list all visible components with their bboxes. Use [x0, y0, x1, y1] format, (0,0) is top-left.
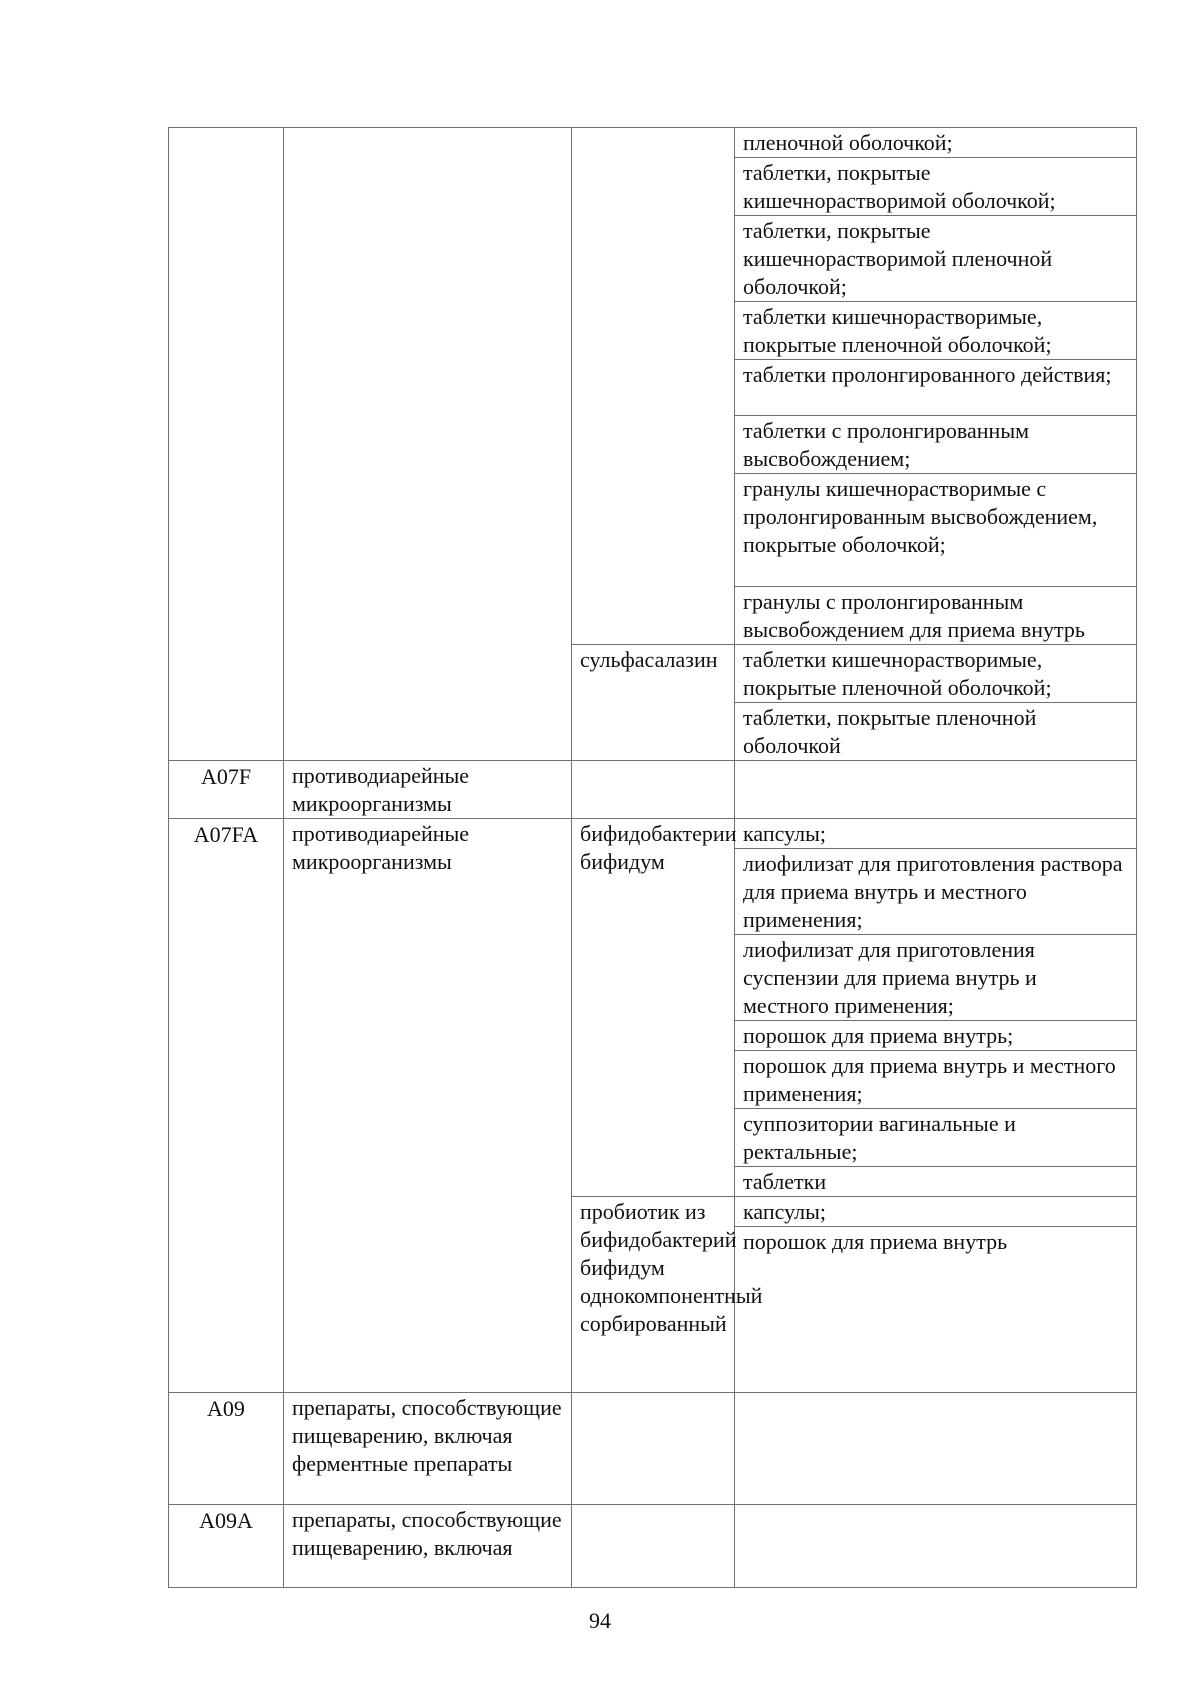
- cell-form: порошок для приема внутрь и местного применения;: [735, 1051, 1137, 1109]
- cell-drug: [572, 1393, 735, 1505]
- cell-group: [284, 128, 572, 761]
- cell-form: таблетки кишечнорастворимые, покрытые пленочной оболочкой;: [735, 302, 1137, 360]
- cell-code: A09: [169, 1393, 284, 1505]
- cell-code: [169, 128, 284, 761]
- cell-code: A07FA: [169, 819, 284, 1393]
- cell-drug: [572, 761, 735, 819]
- cell-form: [735, 1505, 1137, 1588]
- cell-drug: сульфасалазин: [572, 645, 735, 761]
- cell-form: лиофилизат для приготовления суспензии для приема внутрь и местного применения;: [735, 935, 1137, 1021]
- cell-drug: пробиотик из бифидобактерий бифидум однокомпонентный сорбированный: [572, 1197, 735, 1393]
- cell-form: капсулы;: [735, 819, 1137, 849]
- cell-group: противодиарейные микроорганизмы: [284, 819, 572, 1393]
- drug-table: [168, 127, 1137, 1588]
- cell-form: порошок для приема внутрь: [735, 1227, 1137, 1393]
- cell-form: таблетки, покрытые пленочной оболочкой: [735, 703, 1137, 761]
- table-row: [169, 819, 1137, 849]
- cell-form: таблетки, покрытые кишечнорастворимой оболочкой;: [735, 158, 1137, 216]
- cell-form: гранулы кишечнорастворимые с пролонгированным высвобождением, покрытые оболочкой;: [735, 474, 1137, 587]
- cell-drug: [572, 128, 735, 645]
- page-number: 94: [589, 1608, 611, 1633]
- cell-drug: бифидобактерии бифидум: [572, 819, 735, 1197]
- cell-group: препараты, способствующие пищеварению, включая: [284, 1505, 572, 1588]
- cell-form: таблетки с пролонгированным высвобождением;: [735, 416, 1137, 474]
- cell-form: таблетки кишечнорастворимые, покрытые пленочной оболочкой;: [735, 645, 1137, 703]
- cell-form: [735, 1393, 1137, 1505]
- table-row: [169, 1393, 1137, 1505]
- cell-form: порошок для приема внутрь;: [735, 1021, 1137, 1051]
- cell-form: капсулы;: [735, 1197, 1137, 1227]
- cell-code: A09A: [169, 1505, 284, 1588]
- cell-form: суппозитории вагинальные и ректальные;: [735, 1109, 1137, 1167]
- cell-group: противодиарейные микроорганизмы: [284, 761, 572, 819]
- cell-form: [735, 761, 1137, 819]
- cell-form: лиофилизат для приготовления раствора для приема внутрь и местного применения;: [735, 849, 1137, 935]
- cell-form: пленочной оболочкой;: [735, 128, 1137, 158]
- cell-form: таблетки пролонгированного действия;: [735, 360, 1137, 416]
- cell-code: A07F: [169, 761, 284, 819]
- table-row: [169, 128, 1137, 158]
- cell-drug: [572, 1505, 735, 1588]
- cell-form: гранулы с пролонгированным высвобождением для приема внутрь: [735, 587, 1137, 645]
- cell-group: препараты, способствующие пищеварению, включая ферментные препараты: [284, 1393, 572, 1505]
- table-row: [169, 1505, 1137, 1588]
- cell-form: таблетки, покрытые кишечнорастворимой пленочной оболочкой;: [735, 216, 1137, 302]
- cell-form: таблетки: [735, 1167, 1137, 1197]
- table-row: [169, 761, 1137, 819]
